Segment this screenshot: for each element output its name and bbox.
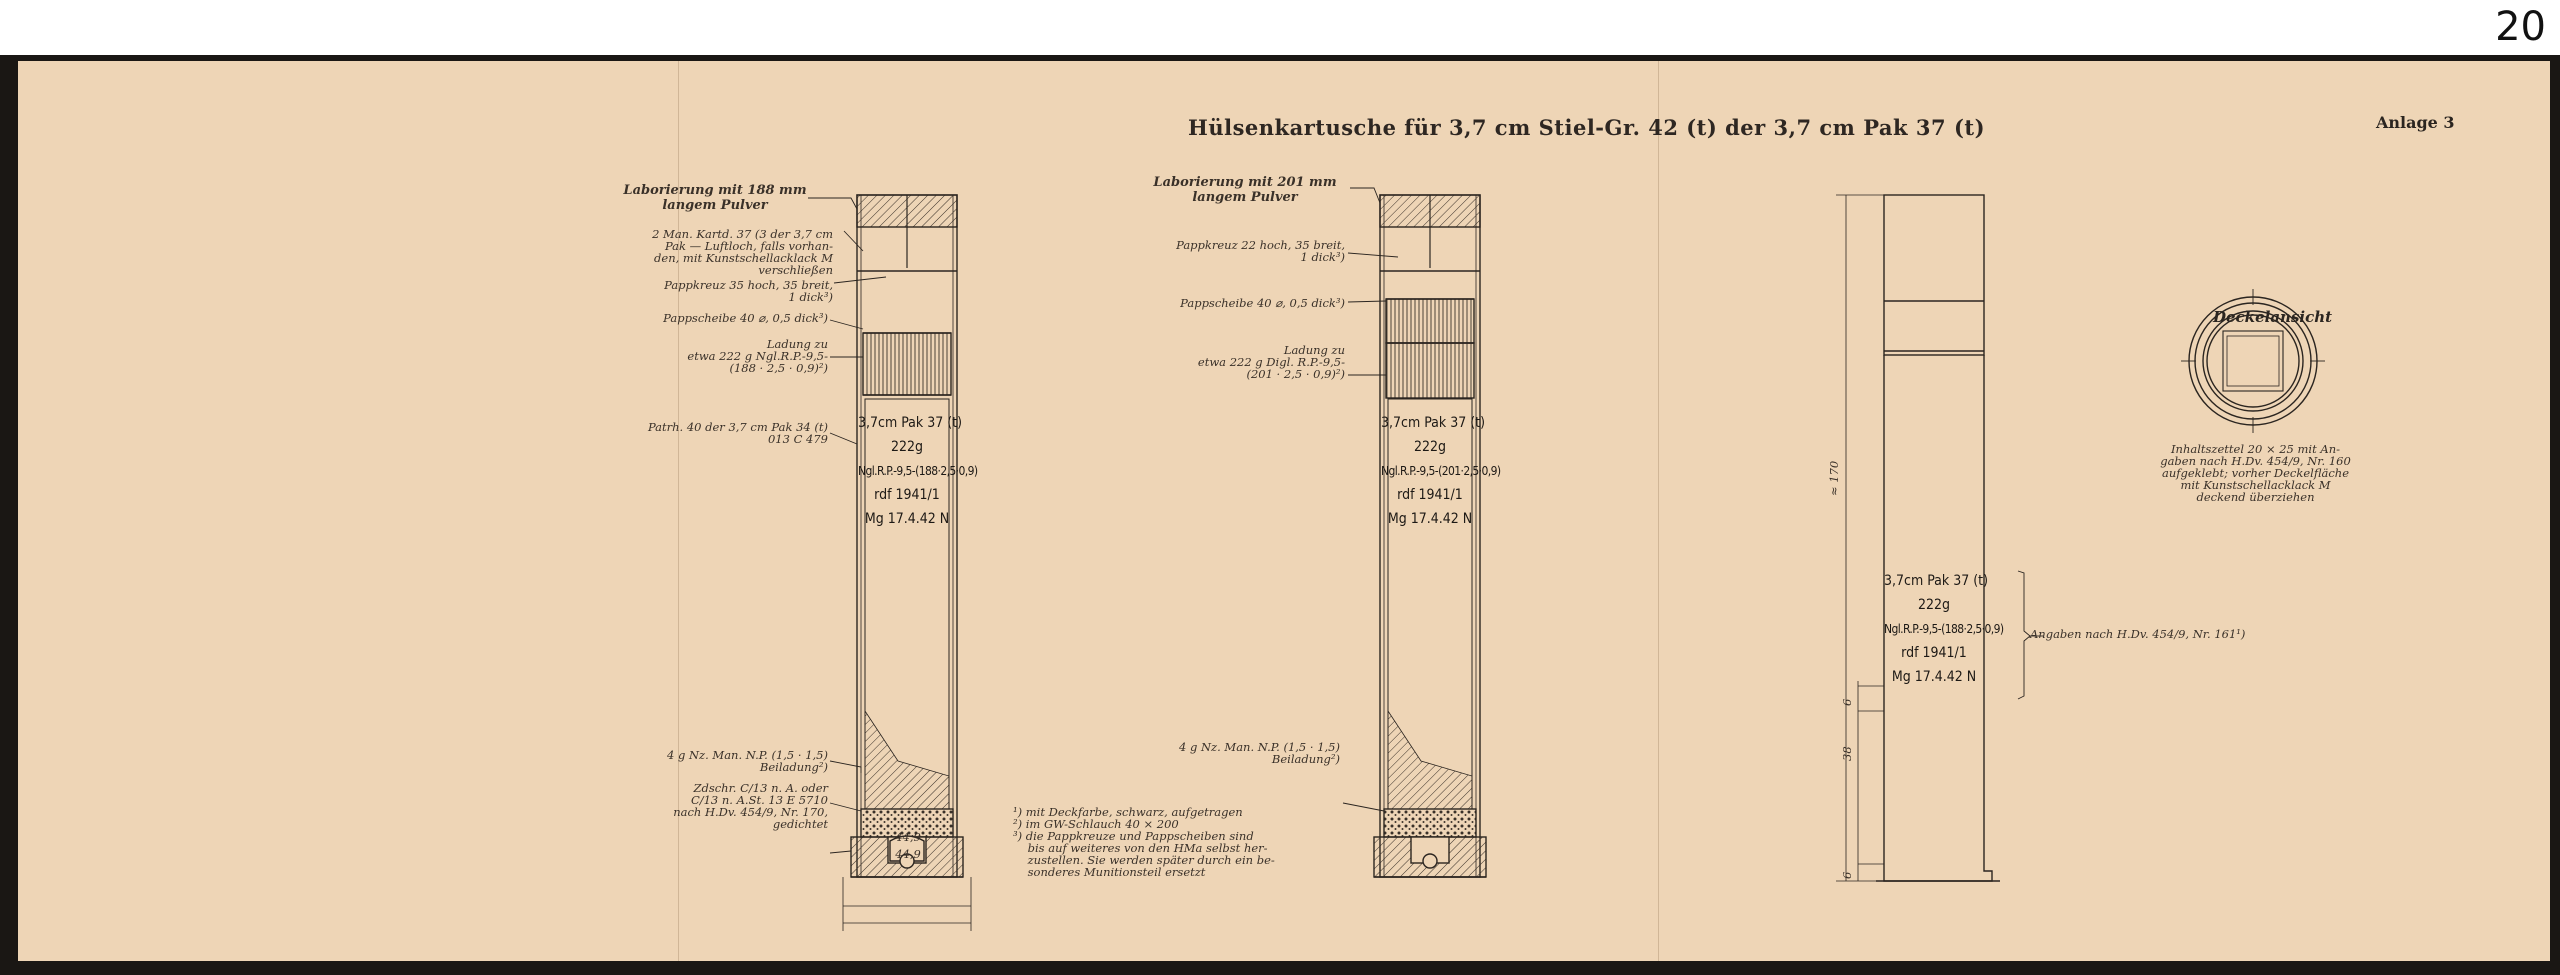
left-label-cardboard-cross: Pappkreuz 35 hoch, 35 breit, 1 dick³): [664, 278, 833, 304]
lid-view-note: Inhaltszettel 20 × 25 mit An- gaben nach H.Dv. 454/9, Nr. 160 aufgeklebt; vorher Deckelfläche mit Kunstschellacklack M deckend überziehen: [2160, 442, 2351, 504]
left-cartridge-section: [808, 195, 978, 931]
dim-total-length: ≈ 170: [1827, 460, 1841, 496]
right-stencil-marking: [1884, 569, 2004, 689]
left-label-case: Patrh. 40 der 3,7 cm Pak 34 (t) 013 C 479: [647, 420, 828, 446]
stencil-line: 3,7cm Pak 37 (t): [858, 415, 962, 431]
annex-label: Anlage 3: [2376, 113, 2455, 132]
middle-label-charge: Ladung zu etwa 222 g Digl. R.P.-9,5- (201 · 2,5 · 0,9)²): [1197, 343, 1345, 381]
left-label-charge: Ladung zu etwa 222 g Ngl.R.P.-9,5- (188 · 2,5 · 0,9)²): [687, 337, 828, 375]
stencil-line: rdf 1941/1: [874, 487, 940, 503]
right-marking-note: Angaben nach H.Dv. 454/9, Nr. 161¹): [2030, 627, 2246, 641]
left-stencil-marking: [858, 411, 978, 531]
dim-inner: 44,9: [895, 830, 921, 844]
scan-frame: [0, 55, 2560, 975]
stencil-line: 3,7cm Pak 37 (t): [1884, 573, 1988, 589]
stencil-line: Mg 17.4.42 N: [1387, 511, 1473, 527]
right-cartridge-view: [1836, 195, 2044, 881]
left-label-cartridge-bag: 2 Man. Kartd. 37 (3 der 3,7 cm Pak — Luftloch, falls vorhan- den, mit Kunstschellacklack M verschließen: [652, 227, 833, 277]
drawing-title: Hülsenkartusche für 3,7 cm Stiel-Gr. 42 (t) der 3,7 cm Pak 37 (t): [1188, 115, 1986, 140]
dim-c: 6: [1840, 871, 1854, 879]
middle-stencil-marking: [1381, 411, 1501, 531]
stencil-line: Mg 17.4.42 N: [864, 511, 950, 527]
lid-view-title: Deckelansicht: [2213, 308, 2333, 326]
stencil-line: 222g: [1917, 597, 1951, 613]
stencil-line: Mg 17.4.42 N: [1891, 669, 1977, 685]
footnotes: ¹) mit Deckfarbe, schwarz, aufgetragen ²) im GW-Schlauch 40 × 200 ³) die Pappkreuze und Pappscheiben sind bis auf weiteres von den HMa selbst her- zustellen. Sie werden später durch ein be- sonderes Munitionsteil ersetzt: [1013, 805, 1275, 879]
stencil-line: rdf 1941/1: [1397, 487, 1463, 503]
left-label-primer: Zdschr. C/13 n. A. oder C/13 n. A.St. 13 E 5710 nach H.Dv. 454/9, Nr. 170, gedichtet: [673, 781, 828, 831]
left-label-igniter-charge: 4 g Nz. Man. N.P. (1,5 · 1,5) Beiladung²): [667, 748, 828, 774]
stencil-line: 222g: [890, 439, 924, 455]
page-number: 20: [2495, 4, 2546, 50]
dim-a: 6: [1840, 698, 1854, 706]
middle-label-cardboard-cross: Pappkreuz 22 hoch, 35 breit, 1 dick³): [1176, 238, 1345, 264]
stencil-line: Ngl.R.P.-9,5-(188·2,5·0,9): [1884, 622, 2004, 636]
stencil-line: Ngl.R.P.-9,5-(188·2,5·0,9): [858, 464, 978, 478]
dim-outer: 44,9: [895, 847, 921, 861]
drawing-sheet: [18, 61, 2550, 961]
stencil-line: 3,7cm Pak 37 (t): [1381, 415, 1485, 431]
middle-cartridge-section: [1343, 188, 1501, 877]
middle-label-cardboard-disc: Pappscheibe 40 ⌀, 0,5 dick³): [1180, 296, 1345, 310]
stencil-line: rdf 1941/1: [1901, 645, 1967, 661]
middle-heading: Laborierung mit 201 mm langem Pulver: [1153, 175, 1337, 205]
stencil-line: 222g: [1413, 439, 1447, 455]
middle-label-igniter-charge: 4 g Nz. Man. N.P. (1,5 · 1,5) Beiladung²): [1179, 740, 1340, 766]
stencil-line: Ngl.R.P.-9,5-(201·2,5·0,9): [1381, 464, 1501, 478]
dim-b: 38: [1840, 746, 1854, 761]
left-heading: Laborierung mit 188 mm langem Pulver: [623, 183, 807, 213]
left-label-cardboard-disc: Pappscheibe 40 ⌀, 0,5 dick³): [663, 311, 828, 325]
